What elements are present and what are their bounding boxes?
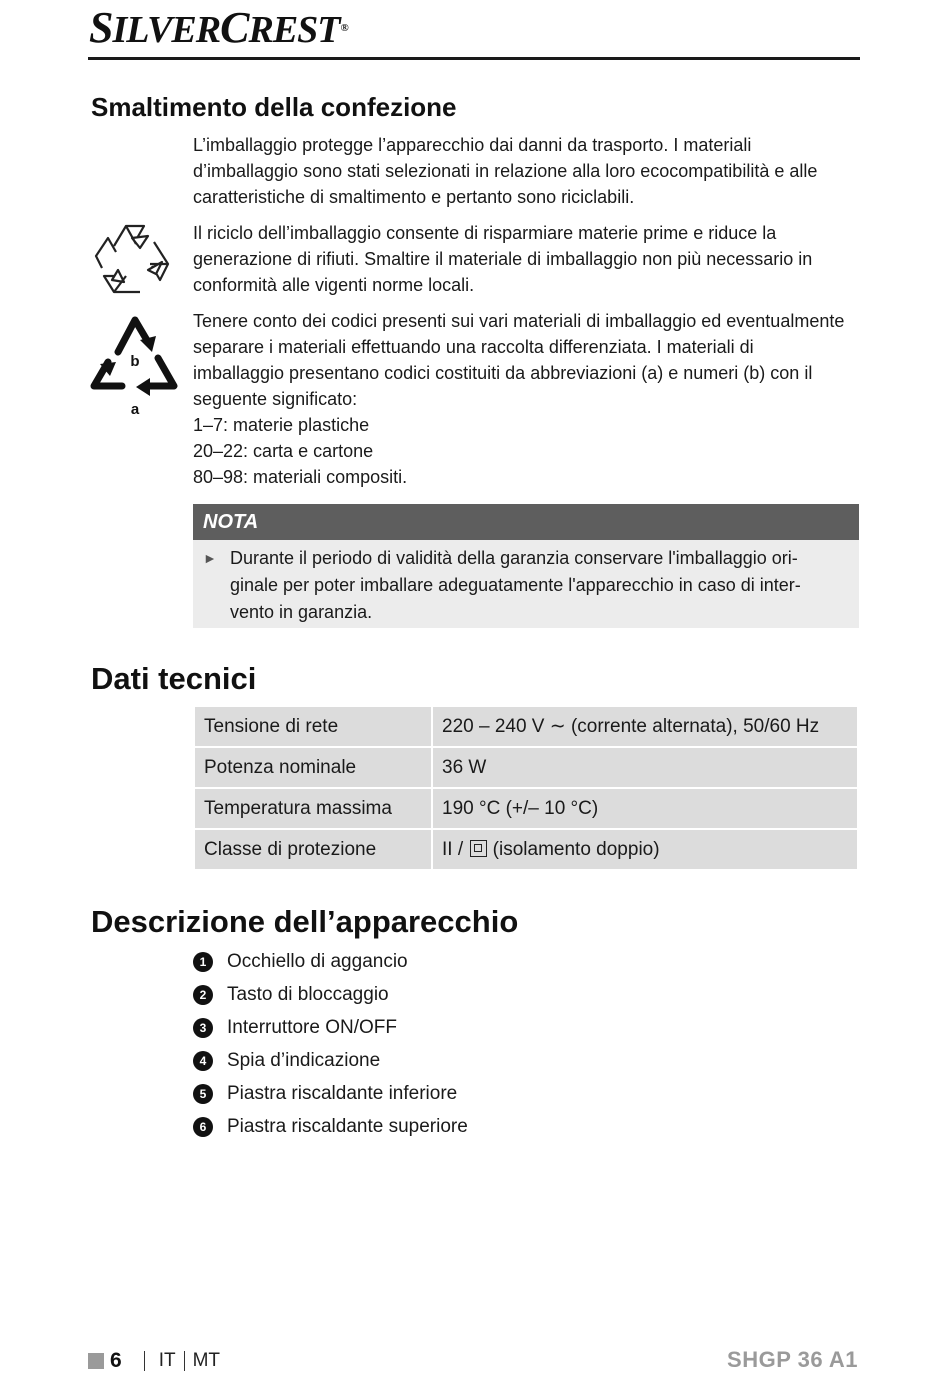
- spec-value: 36 W: [433, 748, 857, 787]
- spec-value: II / (isolamento doppio): [433, 830, 857, 869]
- double-insulation-icon: [470, 840, 487, 857]
- recycle-icon: [92, 218, 178, 300]
- model-number: SHGP 36 A1: [727, 1347, 858, 1372]
- list-item: [193, 1011, 468, 1044]
- note-body: [193, 540, 859, 628]
- parts-list: [193, 945, 468, 1143]
- part-number-badge: 6: [193, 1117, 213, 1137]
- list-item: [193, 1077, 468, 1110]
- brand-logo: SILVERCREST®: [89, 3, 348, 52]
- section-heading-description: Descrizione dell’apparecchio: [91, 904, 519, 939]
- part-label: Tasto di bloccaggio: [227, 983, 389, 1005]
- note-header: [193, 504, 859, 540]
- spec-label: Temperatura massima: [195, 789, 431, 828]
- language-code: MT: [192, 1350, 221, 1371]
- spec-label: Potenza nominale: [195, 748, 431, 787]
- header-divider: [88, 57, 860, 60]
- footer-divider: [144, 1351, 145, 1371]
- part-number-badge: 4: [193, 1051, 213, 1071]
- page-number: 6: [110, 1349, 122, 1372]
- footer-page-info: [88, 1349, 220, 1373]
- recycling-code-icon: [88, 310, 182, 418]
- list-item: [193, 1044, 468, 1077]
- paragraph-packaging-intro: L’imballaggio protegge l’apparecchio dai danni da trasporto. I materiali d’imballaggio sono stati selezionati in relazione alla loro ecocompatibilità e alle caratteristiche di smaltimento e pertanto sono riciclabili.: [193, 135, 818, 207]
- note-title: NOTA: [203, 511, 259, 533]
- table-row: [195, 748, 857, 787]
- note-text: Durante il periodo di validità della garanzia conservare l'imballaggio ori- ginale per poter imballare adeguatamente l'apparecchio in caso di inter- vento in garanzia.: [230, 548, 801, 622]
- language-code: IT: [158, 1350, 176, 1371]
- table-row: [195, 789, 857, 828]
- part-number-badge: 2: [193, 985, 213, 1005]
- list-item: [193, 945, 468, 978]
- part-label: Interruttore ON/OFF: [227, 1016, 397, 1038]
- list-item: [193, 1110, 468, 1143]
- spec-value: 190 °C (+/– 10 °C): [433, 789, 857, 828]
- part-label: Occhiello di aggancio: [227, 950, 408, 972]
- section-heading-packaging: Smaltimento della confezione: [91, 92, 457, 122]
- spec-label: Tensione di rete: [195, 707, 431, 746]
- part-number-badge: 1: [193, 952, 213, 972]
- part-label: Piastra riscaldante inferiore: [227, 1082, 458, 1104]
- resin-label-a: a: [130, 401, 140, 418]
- specs-table: [195, 707, 857, 871]
- list-item: [193, 978, 468, 1011]
- arrow-right-icon: ►: [203, 550, 217, 566]
- paragraph-recycling: Il riciclo dell’imballaggio consente di risparmiare materie prime e riduce la generazione di rifiuti. Smaltire il materiale di imballaggio non più necessario in conformità alle vigenti norme locali.: [193, 223, 813, 295]
- part-label: Spia d’indicazione: [227, 1049, 381, 1071]
- part-number-badge: 5: [193, 1084, 213, 1104]
- spec-label: Classe di protezione: [195, 830, 431, 869]
- part-label: Piastra riscaldante superiore: [227, 1115, 468, 1137]
- table-row: [195, 830, 857, 869]
- table-row: [195, 707, 857, 746]
- section-heading-specs: Dati tecnici: [91, 661, 257, 696]
- footer-square-icon: [88, 1353, 104, 1369]
- paragraph-material-codes: Tenere conto dei codici presenti sui vari materiali di imballaggio ed eventualmente separare i materiali effettuando una raccolta differenziata. I materiali di imballaggio presentano codici costituiti da abbreviazioni (a) e numeri (b) con il seguente significato: 1–7: materie plastiche 20–22: carta e cartone 80–98: materiali compositi.: [193, 311, 845, 487]
- resin-label-b: b: [130, 353, 140, 370]
- language-divider: [184, 1351, 185, 1371]
- part-number-badge: 3: [193, 1018, 213, 1038]
- spec-value: 220 – 240 V ∼ (corrente alternata), 50/60 Hz: [433, 707, 857, 746]
